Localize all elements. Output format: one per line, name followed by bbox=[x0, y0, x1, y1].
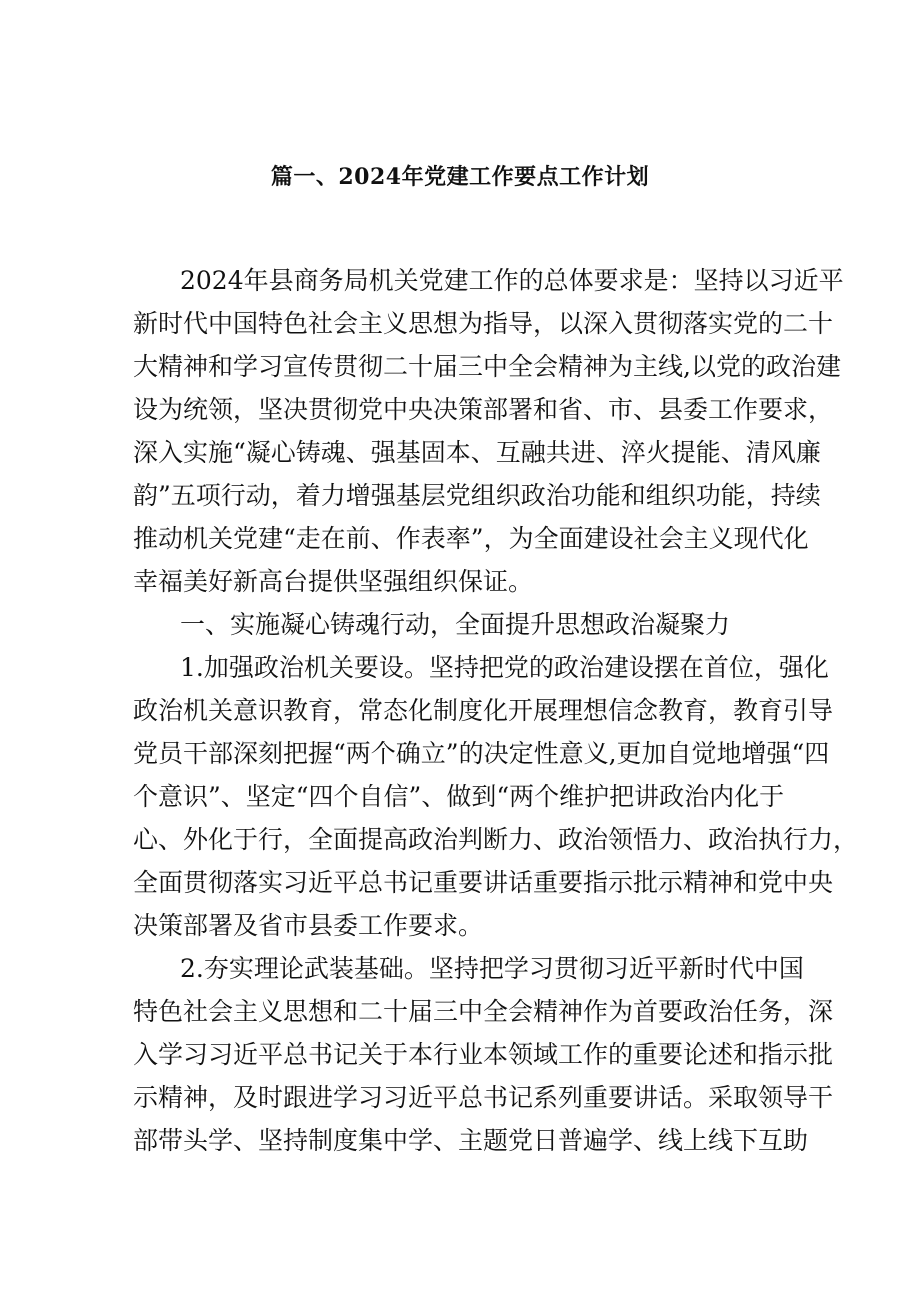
paragraph-line: 深入实施“凝心铸魂、强基固本、互融共进、淬火提能、清风廉 bbox=[133, 438, 821, 467]
paragraph-line: 心、外化于行，全面提高政治判断力、政治领悟力、政治执行力， bbox=[133, 825, 859, 854]
paragraph-line: 2024年县商务局机关党建工作的总体要求是：坚持以习近平 bbox=[180, 266, 844, 295]
paragraph-line: 推动机关党建“走在前、作表率”，为全面建设社会主义现代化 bbox=[133, 524, 809, 553]
paragraph-line: 入学习习近平总书记关于本行业本领域工作的重要论述和指示批 bbox=[133, 1040, 834, 1069]
document-title: 篇一、2024年党建工作要点工作计划 bbox=[270, 164, 650, 190]
paragraph-line: 示精神，及时跟进学习习近平总书记系列重要讲话。采取领导干 bbox=[133, 1083, 834, 1112]
paragraph-line: 新时代中国特色社会主义思想为指导，以深入贯彻落实党的二十 bbox=[133, 309, 834, 338]
paragraph-line: 决策部署及省市县委工作要求。 bbox=[133, 911, 484, 940]
paragraph-line: 2.夯实理论武装基础。坚持把学习贯彻习近平新时代中国 bbox=[180, 954, 804, 983]
paragraph-line: 幸福美好新高台提供坚强组织保证。 bbox=[133, 567, 534, 596]
paragraph-line: 设为统领，坚决贯彻党中央决策部署和省、市、县委工作要求， bbox=[133, 395, 834, 424]
paragraph-line: 全面贯彻落实习近平总书记重要讲话重要指示批示精神和党中央 bbox=[133, 868, 834, 897]
paragraph-line: 大精神和学习宣传贯彻二十届三中全会精神为主线,以党的政治建 bbox=[133, 352, 841, 381]
paragraph-line: 1.加强政治机关要设。坚持把党的政治建设摆在首位，强化 bbox=[180, 653, 829, 682]
paragraph-line: 政治机关意识教育，常态化制度化开展理想信念教育，教育引导 bbox=[133, 696, 834, 725]
section-heading: 一、实施凝心铸魂行动，全面提升思想政治凝聚力 bbox=[180, 610, 731, 639]
paragraph-line: 部带头学、坚持制度集中学、主题党日普遍学、线上线下互助 bbox=[133, 1126, 809, 1155]
paragraph-line: 特色社会主义思想和二十届三中全会精神作为首要政治任务，深 bbox=[133, 997, 834, 1026]
paragraph-line: 韵”五项行动，着力增强基层党组织政治功能和组织功能，持续 bbox=[133, 481, 821, 510]
paragraph-line: 党员干部深刻把握“两个确立”的决定性意义,更加自觉地增强“四 bbox=[133, 739, 830, 768]
paragraph-line: 个意识”、坚定“四个自信”、做到“两个维护把讲政治内化于 bbox=[133, 782, 785, 811]
